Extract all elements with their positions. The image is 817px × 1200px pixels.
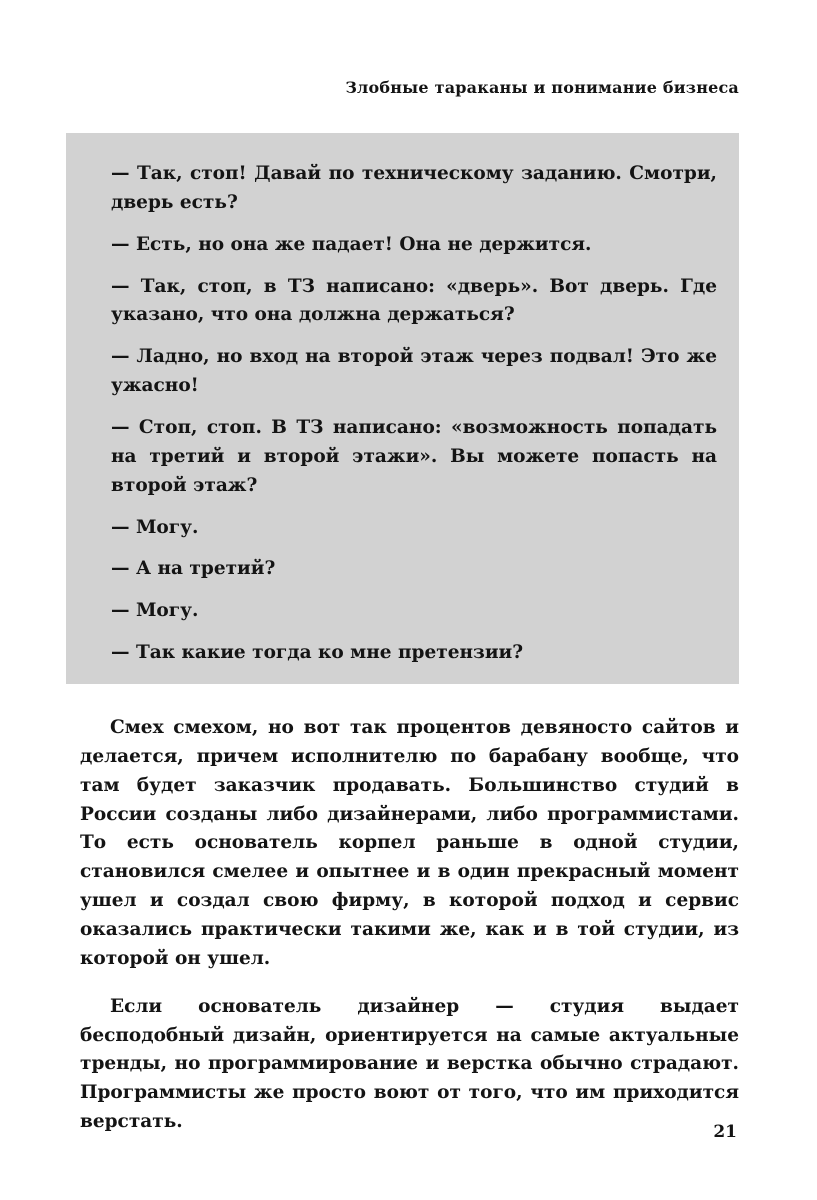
dialogue-box — [66, 133, 739, 684]
dialogue-line: — А на третий? — [111, 558, 276, 580]
dialogue-line: — Могу. — [111, 516, 199, 538]
dialogue-line: — Ладно, но вход на второй этаж через подвал! Это же ужасно! — [111, 346, 717, 397]
running-head: Злобные тараканы и понимание бизнеса — [345, 78, 739, 97]
body-paragraph: Смех смехом, но вот так процентов девяносто сайтов и делается, причем исполнителю по барабану вообще, что там будет заказчик продавать. Большинство студий в России созданы либо дизайнерами, либо программистами. То есть основатель корпел раньше в одной студии, становился смелее и опытнее и в один прекрасный момент ушел и создал свою фирму, в которой подход и сервис оказались практически такими же, как и в той студии, из которой он ушел. — [80, 717, 739, 969]
dialogue-line: — Так, стоп, в ТЗ написано: «дверь». Вот дверь. Где указано, что она должна держаться? — [111, 275, 717, 326]
dialogue-line: — Так, стоп! Давай по техническому заданию. Смотри, дверь есть? — [111, 163, 717, 213]
dialogue-line: — Так какие тогда ко мне претензии? — [111, 642, 524, 664]
page-number: 21 — [713, 1122, 737, 1142]
dialogue-line: — Могу. — [111, 600, 199, 622]
dialogue-line: — Стоп, стоп. В ТЗ написано: «возможность попадать на третий и второй этажи». Вы можете попасть на второй этаж? — [111, 417, 717, 496]
body-text — [80, 714, 739, 1137]
body-paragraph: Если основатель дизайнер — студия выдает бесподобный дизайн, ориентируется на самые актуальные тренды, но программирование и верстка обычно страдают. Программисты же просто воют от того, что им приходится верстать. — [80, 995, 739, 1133]
dialogue-line: — Есть, но она же падает! Она не держится. — [111, 233, 592, 255]
